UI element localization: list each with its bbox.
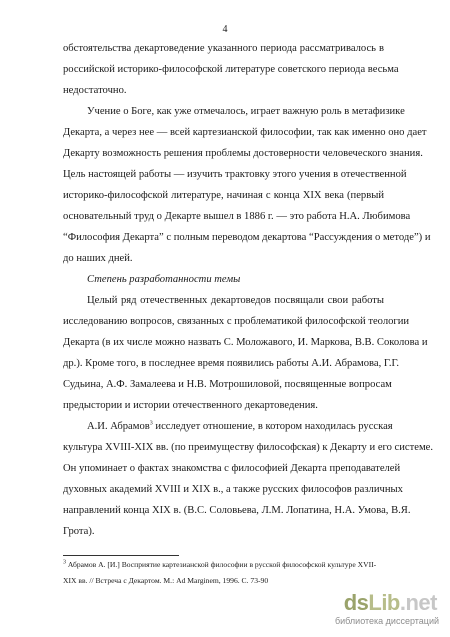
watermark-subtitle: библиотека диссертаций	[334, 616, 439, 626]
text-line: Декарта (в их числе можно назвать С. Моложавого, И. Маркова, В.В. Соколова и	[63, 337, 428, 348]
page-number: 4	[222, 24, 228, 35]
text-line: др.). Кроме того, в последнее время появились работы А.И. Абрамова, Г.Г.	[63, 358, 400, 369]
footnote-text: Абрамов А. [И.] Восприятие картезианской философии в русской философской культуре XVII-	[66, 560, 377, 569]
text-line: российской историко-философской литературе советского периода весьма	[63, 64, 399, 75]
text-line: Грота).	[63, 526, 95, 537]
author-name: А.И. Абрамов	[87, 421, 150, 432]
text-line: предыстории и истории отечественного декартоведения.	[63, 400, 318, 411]
text-line: Целый ряд отечественных декартоведов посвящали свои работы	[87, 295, 384, 306]
footnote-ref[interactable]: 3	[149, 420, 153, 427]
text-line: Судьина, А.Ф. Замалеева и Н.В. Мотрошиловой, посвященные вопросам	[63, 379, 392, 390]
footnote-marker: 3	[63, 559, 66, 566]
text-line: духовных академий XVIII и XIX в., а также русских философов различных	[63, 484, 403, 495]
text-line: культура XVIII-XIX вв. (по преимуществу философская) к Декарту и его системе.	[63, 442, 434, 453]
text-line: Цель настоящей работы — изучить трактовку этого учения в отечественной	[63, 169, 407, 180]
text-line: обстоятельства декартоведение указанного периода рассматривалось в	[63, 43, 384, 54]
text-line	[87, 420, 393, 433]
text-line: Он упоминает о фактах знакомства с философией Декарта преподавателей	[63, 463, 401, 474]
footnote-line	[63, 560, 384, 570]
text-line: основательный труд о Декарте вышел в 1886 г. — это работа Н.А. Любимова	[63, 211, 411, 222]
text-line: Декарта, а через нее — всей картезианской философии, так как именно оно дает	[63, 127, 427, 138]
text-line: Декарту возможность решения проблемы достоверности человеческого знания.	[63, 148, 423, 159]
text-line: Учение о Боге, как уже отмечалось, играет важную роль в метафизике	[87, 106, 405, 117]
text-line: исследованию вопросов, связанных с проблематикой философской теологии	[63, 316, 410, 327]
text-line: историко-философской литературе, начиная с конца XIX века (первый	[63, 190, 384, 201]
footnote-divider	[63, 555, 179, 556]
text-line: недостаточно.	[63, 85, 127, 96]
section-heading: Степень разработанности темы	[87, 274, 241, 285]
footnote-line: XIX вв. // Встреча с Декартом. М.: Ad Marginem, 1996. С. 73-90	[63, 576, 269, 585]
text-line: направлений конца XIX в. (В.С. Соловьева, Л.М. Лопатина, Н.А. Умова, В.Я.	[63, 505, 411, 516]
watermark-logo: dsLib.net	[343, 590, 437, 615]
text-line: “Философия Декарта” с полным переводом декартова “Рассуждения о методе”) и	[63, 232, 431, 243]
text-fragment: исследует отношение, в котором находилась русская	[155, 421, 393, 432]
watermark[interactable]	[327, 590, 445, 630]
text-line: до наших дней.	[63, 253, 133, 264]
